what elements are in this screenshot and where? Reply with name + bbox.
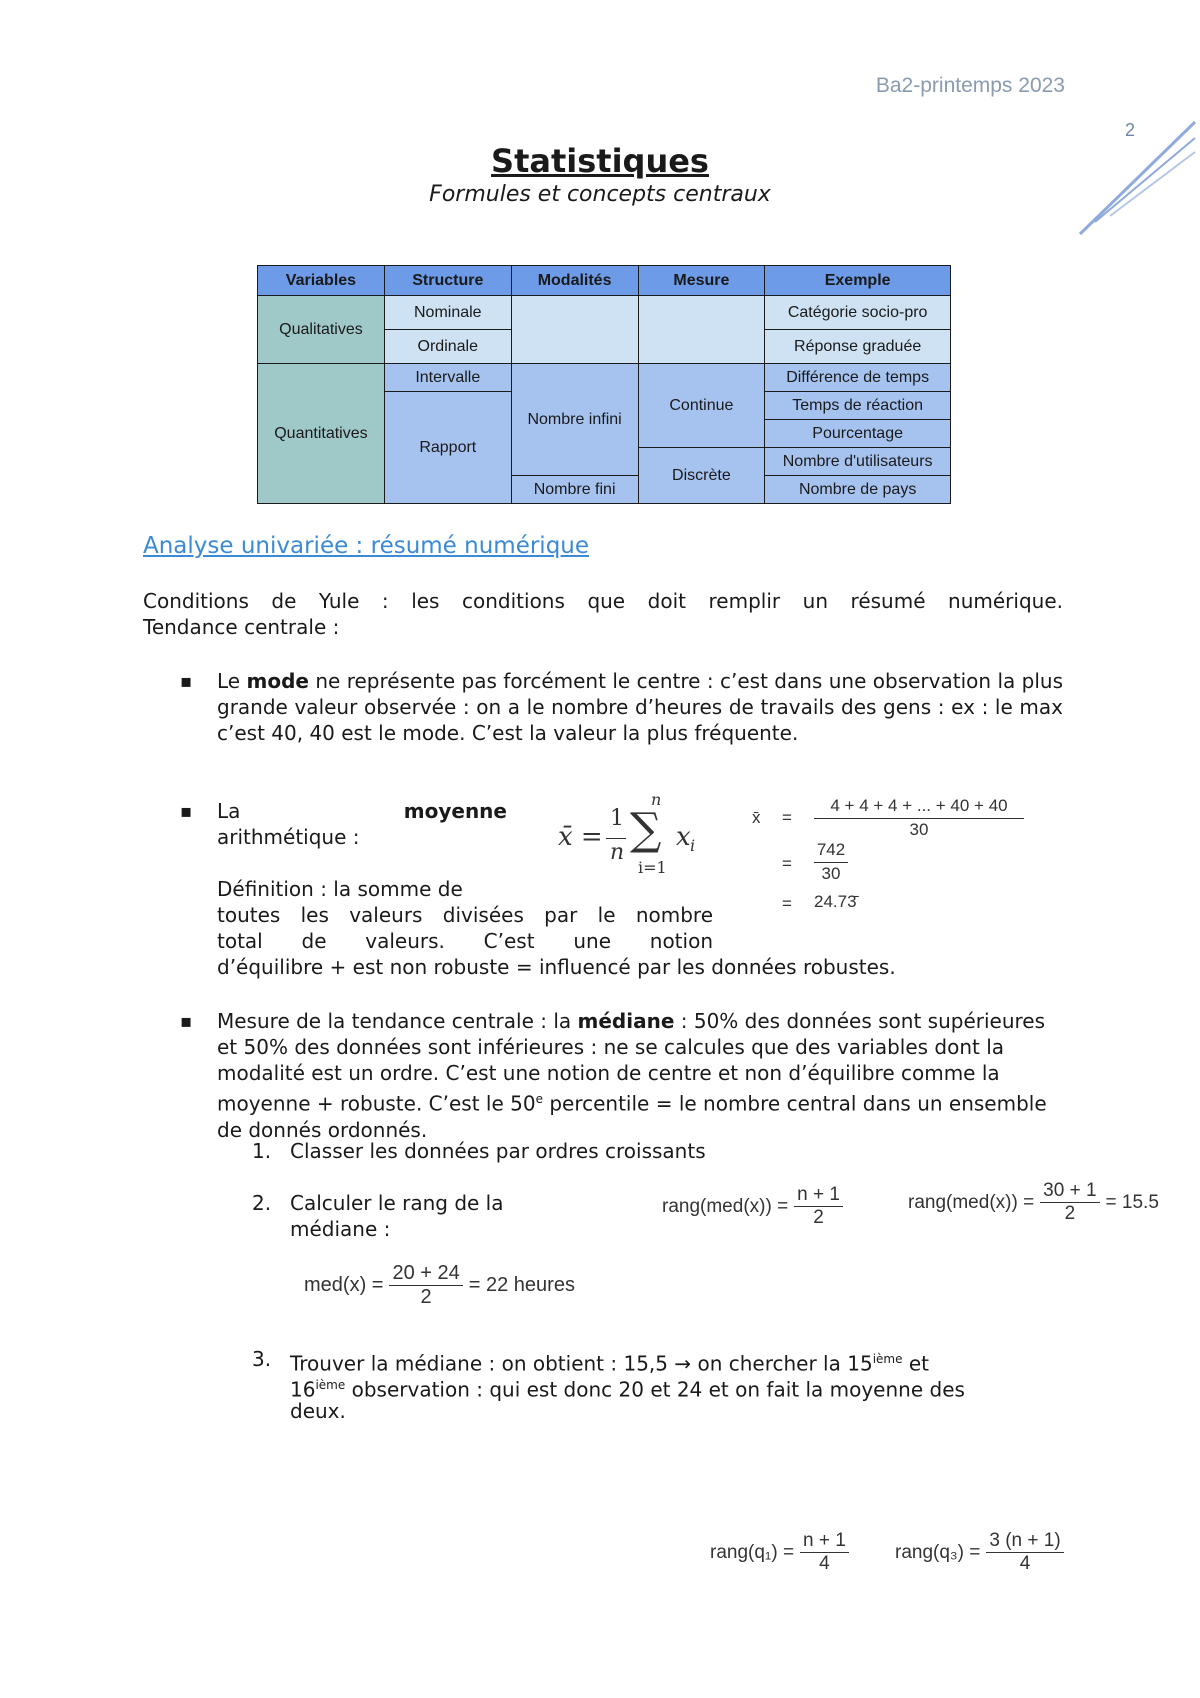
cell-ex-utilisateurs: Nombre d'utilisateurs bbox=[765, 448, 951, 476]
bullet-icon: ▪ bbox=[180, 801, 193, 822]
moyenne-line1: La moyenne bbox=[217, 799, 507, 823]
cell-rapport: Rapport bbox=[384, 392, 511, 504]
formula-rang-median-example: rang(med(x)) = $\frac{30 + 1}{2}$ = 15.5 bbox=[908, 1180, 1159, 1224]
cell-empty bbox=[638, 296, 765, 364]
mediane-paragraph: Mesure de la tendance centrale : la médiane : 50% des données sont supérieures et 50% des données sont inférieures : ne se calcules que des variables dont la modalité est un ordre. C’est une notion de centre et non d’équilibre comme la moyenne + robuste. C’est le 50e percentile = le nombre central dans un ensemble de donnés ordonnés. bbox=[217, 1009, 1047, 1142]
page-subtitle: Formules et concepts centraux bbox=[429, 182, 771, 207]
step-2-line2: médiane : bbox=[290, 1217, 391, 1241]
sigma-icon: ∑ bbox=[630, 804, 662, 855]
step-2-line1: Calculer le rang de la bbox=[290, 1191, 504, 1215]
cell-ex-reponse: Réponse graduée bbox=[765, 330, 951, 364]
cell-empty bbox=[511, 296, 638, 364]
yule-paragraph: Conditions de Yule : les conditions que doit remplir un résumé numérique. bbox=[143, 589, 1063, 613]
step-3-line2: 16ième observation : qui est donc 20 et 24 et on fait la moyenne des bbox=[290, 1377, 965, 1402]
tendance-label: Tendance centrale : bbox=[143, 615, 340, 639]
variables-table bbox=[257, 265, 951, 504]
cell-nombre-fini: Nombre fini bbox=[511, 476, 638, 504]
table-header: Modalités bbox=[511, 266, 638, 296]
step-1: Classer les données par ordres croissants bbox=[290, 1139, 706, 1163]
step-3-line3: deux. bbox=[290, 1399, 346, 1423]
table-header: Mesure bbox=[638, 266, 765, 296]
moyenne-def3: total de valeurs. C’est une notion bbox=[217, 929, 713, 953]
cell-ex-categorie: Catégorie socio-pro bbox=[765, 296, 951, 330]
page-number: 2 bbox=[1125, 120, 1136, 140]
moyenne-line2: arithmétique : bbox=[217, 825, 360, 849]
cell-quantitatives: Quantitatives bbox=[258, 364, 385, 504]
cell-ex-difference: Différence de temps bbox=[765, 364, 951, 392]
cell-nominale: Nominale bbox=[384, 296, 511, 330]
formula-rang-q1: rang(q₁) = $\frac{n + 1}{4}$ bbox=[710, 1530, 849, 1575]
mode-paragraph: Le mode ne représente pas forcément le centre : c’est dans une observation la plus grande valeur observée : on a le nombre d’heures de travails des gens : ex : le max c’est 40, 40 est le mode. C’est la valeur la plus fréquente. bbox=[217, 669, 1063, 745]
table-row bbox=[258, 364, 951, 392]
step-number: 1. bbox=[252, 1139, 272, 1163]
step-3-line1: Trouver la médiane : on obtient : 15,5 → on chercher la 15ième et bbox=[290, 1351, 929, 1376]
cell-qualitatives: Qualitatives bbox=[258, 296, 385, 364]
formula-mean: x̄ = 1 n n ∑ i=1 x i bbox=[558, 790, 696, 877]
moyenne-def2: toutes les valeurs divisées par le nombre bbox=[217, 903, 713, 927]
formula-median-value: med(x) = $\frac{20 + 24}{2}$ = 22 heures bbox=[304, 1262, 575, 1308]
cell-ex-pourcentage: Pourcentage bbox=[765, 420, 951, 448]
cell-continue: Continue bbox=[638, 364, 765, 448]
cell-discrete: Discrète bbox=[638, 448, 765, 504]
moyenne-def1: Définition : la somme de bbox=[217, 877, 463, 901]
formula-rang-median: rang(med(x)) = $\frac{n + 1}{2}$ bbox=[662, 1184, 843, 1229]
step-number: 3. bbox=[252, 1347, 272, 1371]
section-heading: Analyse univariée : résumé numérique bbox=[143, 533, 590, 559]
cell-nombre-infini: Nombre infini bbox=[511, 364, 638, 476]
table-row bbox=[258, 296, 951, 330]
cell-ex-temps: Temps de réaction bbox=[765, 392, 951, 420]
formula-rang-q3: rang(q₃) = $\frac{3 (n + 1)}{4}$ bbox=[895, 1530, 1064, 1575]
formula-mean-example: x̄ = 4 + 4 + 4 + ... + 40 + 40 30 = 742 30 = 24.73̄ bbox=[750, 790, 1030, 920]
bullet-icon: ▪ bbox=[180, 1011, 193, 1032]
page-title: Statistiques bbox=[491, 142, 709, 180]
bullet-icon: ▪ bbox=[180, 671, 193, 692]
moyenne-def4: d’équilibre + est non robuste = influencé par les données robustes. bbox=[217, 955, 896, 979]
cell-intervalle: Intervalle bbox=[384, 364, 511, 392]
table-header: Exemple bbox=[765, 266, 951, 296]
cell-ex-pays: Nombre de pays bbox=[765, 476, 951, 504]
table-header: Structure bbox=[384, 266, 511, 296]
table-header: Variables bbox=[258, 266, 385, 296]
running-header: Ba2-printemps 2023 bbox=[875, 74, 1065, 97]
table-header-row bbox=[258, 266, 951, 296]
cell-ordinale: Ordinale bbox=[384, 330, 511, 364]
step-number: 2. bbox=[252, 1191, 272, 1215]
